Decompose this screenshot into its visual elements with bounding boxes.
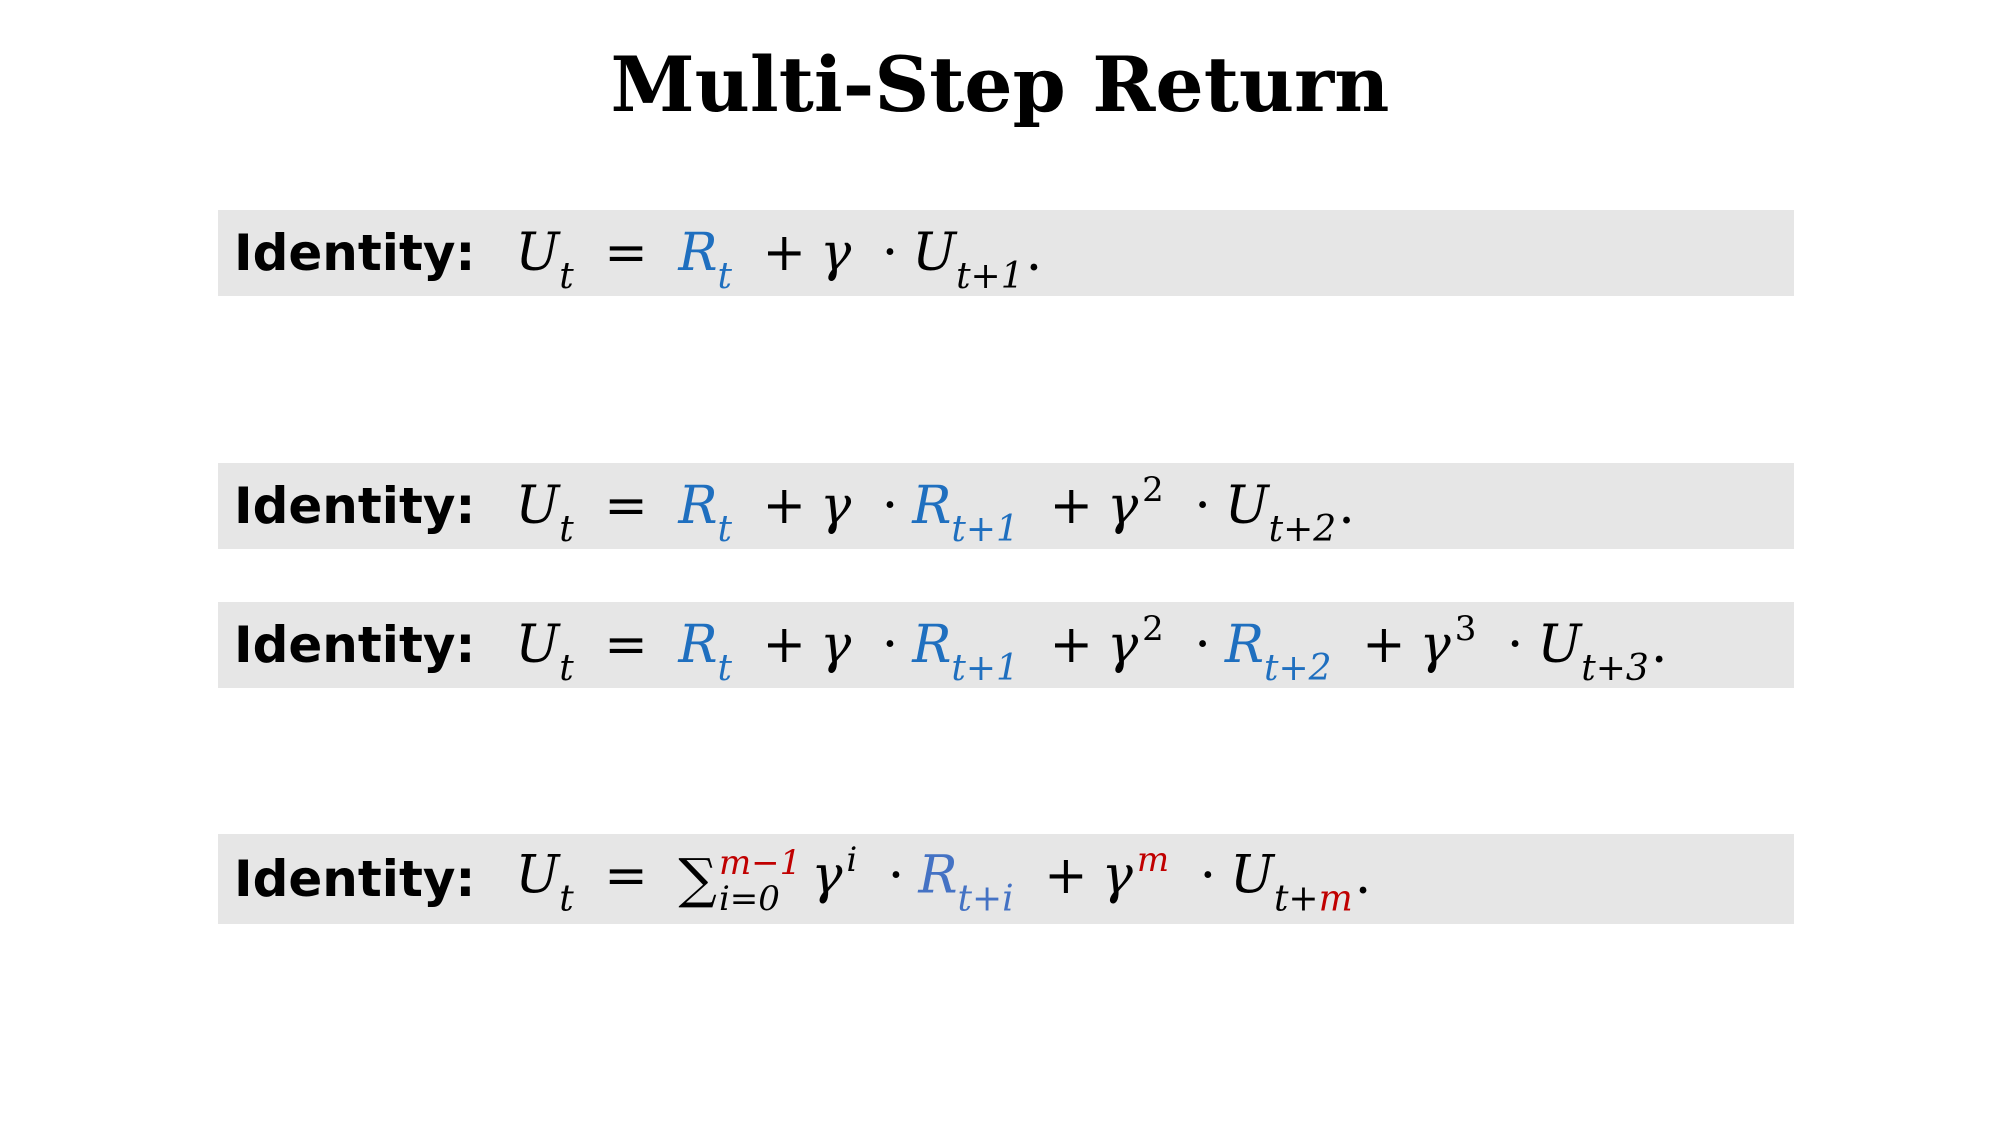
U-symbol: U (515, 615, 560, 675)
subscript: t (559, 256, 574, 297)
gamma-symbol: γ (820, 476, 852, 536)
dot-operator: · (881, 223, 899, 283)
subscript: t (717, 648, 732, 689)
U-symbol: U (515, 845, 560, 906)
equals-sign: = (604, 845, 648, 906)
subscript: t+i (957, 878, 1014, 920)
dot-operator: · (1194, 615, 1211, 675)
sum-lower-limit: i=0 (718, 879, 780, 919)
equation-1-math (515, 223, 1043, 297)
subscript: t (717, 509, 732, 550)
subscript-m: m (1318, 878, 1353, 920)
equation-3-math (515, 609, 1668, 689)
subscript: t+3 (1581, 648, 1649, 689)
R-symbol: R (912, 476, 952, 536)
identity-equation-1 (218, 210, 1794, 296)
exponent: 2 (1142, 609, 1164, 649)
sum-upper-limit: m−1 (718, 843, 802, 883)
subscript: t+1 (956, 256, 1024, 297)
R-symbol: R (678, 223, 718, 283)
R-symbol: R (912, 615, 952, 675)
subscript: t (559, 648, 574, 689)
gamma-symbol: γ (820, 615, 852, 675)
gamma-symbol: γ (1101, 845, 1133, 906)
gamma-symbol: γ (1419, 615, 1451, 675)
dot-operator: · (1199, 845, 1217, 906)
gamma-symbol: γ (1107, 615, 1139, 675)
U-symbol: U (515, 223, 560, 283)
equals-sign: = (604, 476, 648, 536)
identity-equation-2 (218, 463, 1794, 549)
identity-label: Identity: (234, 224, 476, 282)
identity-label: Identity: (234, 850, 476, 908)
gamma-symbol: γ (1107, 476, 1139, 536)
R-symbol: R (918, 845, 958, 906)
subscript: t (559, 509, 574, 550)
subscript: t+2 (1268, 509, 1337, 550)
equals-sign: = (604, 615, 648, 675)
plus-sign: + (1044, 845, 1088, 906)
period: . (1025, 223, 1043, 283)
equation-2-math (515, 470, 1355, 550)
plus-sign: + (1049, 615, 1094, 675)
period: . (1354, 845, 1372, 906)
subscript-t-plus: t+ (1273, 878, 1319, 920)
U-symbol: U (1537, 615, 1582, 675)
R-symbol: R (678, 615, 718, 675)
subscript: t (717, 256, 732, 297)
slide-title: Multi-Step Return (610, 40, 1390, 129)
period: . (1338, 476, 1355, 536)
exponent: 2 (1142, 470, 1164, 510)
subscript: t+2 (1264, 648, 1332, 689)
dot-operator: · (887, 845, 905, 906)
gamma-symbol: γ (811, 845, 843, 906)
equation-4-math (515, 839, 1372, 920)
U-symbol: U (515, 476, 560, 536)
subscript: t+1 (951, 648, 1019, 689)
identity-equation-3 (218, 602, 1794, 688)
subscript: t (559, 878, 574, 920)
U-symbol: U (1224, 476, 1269, 536)
period: . (1650, 615, 1668, 675)
R-symbol: R (678, 476, 718, 536)
plus-sign: + (1049, 476, 1094, 536)
dot-operator: · (1506, 615, 1524, 675)
dot-operator: · (881, 476, 899, 536)
exponent: 3 (1454, 609, 1477, 649)
U-symbol: U (912, 223, 957, 283)
exponent: i (846, 839, 858, 880)
plus-sign: + (1362, 615, 1406, 675)
identity-label: Identity: (234, 616, 476, 674)
dot-operator: · (1194, 476, 1211, 536)
plus-sign: + (762, 476, 807, 536)
identity-equation-4 (218, 834, 1794, 924)
exponent: m (1136, 839, 1170, 880)
plus-sign: + (762, 615, 807, 675)
equals-sign: = (604, 223, 648, 283)
subscript (1274, 879, 1353, 920)
summation (678, 843, 811, 919)
plus-sign: + (762, 223, 807, 283)
sum-symbol: ∑ (678, 847, 717, 910)
U-symbol: U (1230, 845, 1274, 906)
subscript: t+1 (951, 509, 1019, 550)
identity-label: Identity: (234, 477, 476, 535)
sum-limits (719, 845, 801, 917)
gamma-symbol: γ (820, 223, 852, 283)
dot-operator: · (881, 615, 899, 675)
R-symbol: R (1224, 615, 1264, 675)
